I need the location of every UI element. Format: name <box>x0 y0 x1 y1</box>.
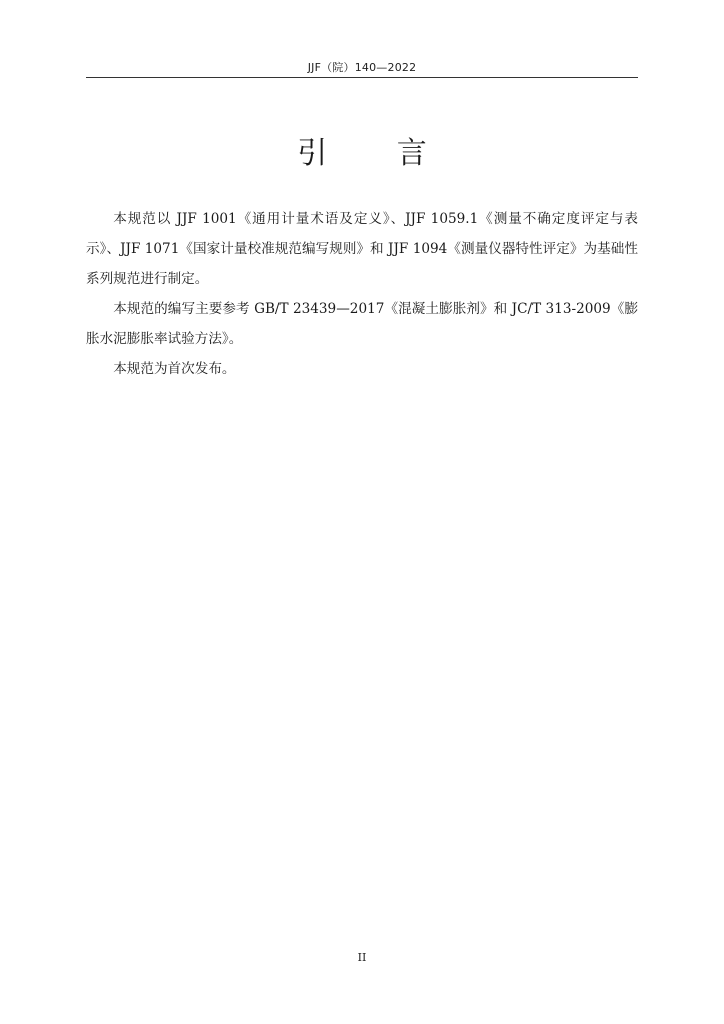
running-header: JJF（院）140—2022 <box>307 61 417 74</box>
paragraph-basis: 本规范以 JJF 1001《通用计量术语及定义》、JJF 1059.1《测量不确定度评定与表示》、JJF 1071《国家计量校准规范编写规则》和 JJF 1094《测量仪器特性评定》为基础性系列规范进行制定。 <box>86 211 638 287</box>
body-text <box>86 204 638 384</box>
header-rule <box>86 77 638 78</box>
paragraph-first-release: 本规范为首次发布。 <box>113 361 236 377</box>
paragraph-references: 本规范的编写主要参考 GB/T 23439—2017《混凝土膨胀剂》和 JC/T 313-2009《膨胀水泥膨胀率试验方法》。 <box>86 301 638 347</box>
page-number: II <box>357 951 367 964</box>
page-title: 引 言 <box>297 136 457 171</box>
